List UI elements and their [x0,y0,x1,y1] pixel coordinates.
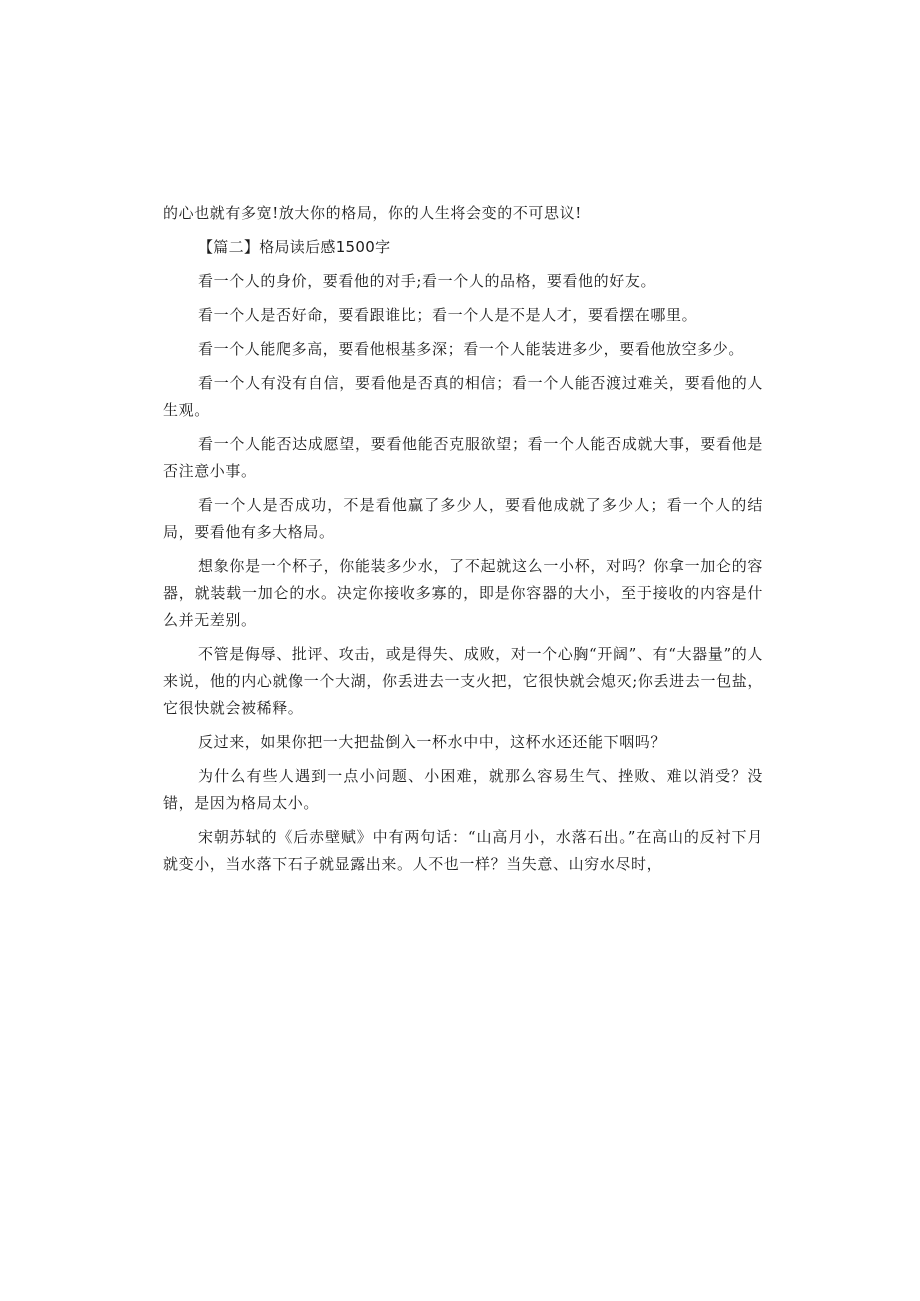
lead-line: 的心也就有多宽!放大你的格局，你的人生将会变的不可思议! [163,204,582,222]
document-body [163,200,763,885]
paragraph-5: 看一个人能否达成愿望，要看他能否克服欲望；看一个人能否成就大事，要看他是否注意小事。 [163,435,763,480]
paragraph-8: 不管是侮辱、批评、攻击，或是得失、成败，对一个心胸“开阔”、有“大器量”的人来说，他的内心就像一个大湖，你丢进去一支火把，它很快就会熄灭;你丢进去一包盐，它很快就会被稀释。 [163,645,763,717]
paragraph-7: 想象你是一个杯子，你能装多少水，了不起就这么一小杯，对吗？你拿一加仑的容器，就装载一加仑的水。决定你接收多寡的，即是你容器的大小，至于接收的内容是什么并无差别。 [163,557,763,629]
paragraph-3: 看一个人能爬多高，要看他根基多深；看一个人能装进多少，要看他放空多少。 [198,340,745,358]
paragraph-2: 看一个人是否好命，要看跟谁比；看一个人是不是人才，要看摆在哪里。 [198,306,698,324]
section-heading: 【篇二】格局读后感1500字 [198,238,391,256]
paragraph-9: 反过来，如果你把一大把盐倒入一杯水中中，这杯水还还能下咽吗？ [198,733,667,751]
paragraph-11: 宋朝苏轼的《后赤壁赋》中有两句话：“山高月小，水落石出。”在高山的反衬下月就变小，当水落下石子就显露出来。人不也一样？当失意、山穷水尽时， [163,828,763,873]
paragraph-4: 看一个人有没有自信，要看他是否真的相信；看一个人能否渡过难关，要看他的人生观。 [163,374,763,419]
paragraph-1: 看一个人的身价，要看他的对手;看一个人的品格，要看他的好友。 [198,272,657,290]
paragraph-10: 为什么有些人遇到一点小问题、小困难，就那么容易生气、挫败、难以消受？没错，是因为格局太小。 [163,767,763,812]
paragraph-6: 看一个人是否成功，不是看他赢了多少人，要看他成就了多少人；看一个人的结局，要看他有多大格局。 [163,496,763,541]
